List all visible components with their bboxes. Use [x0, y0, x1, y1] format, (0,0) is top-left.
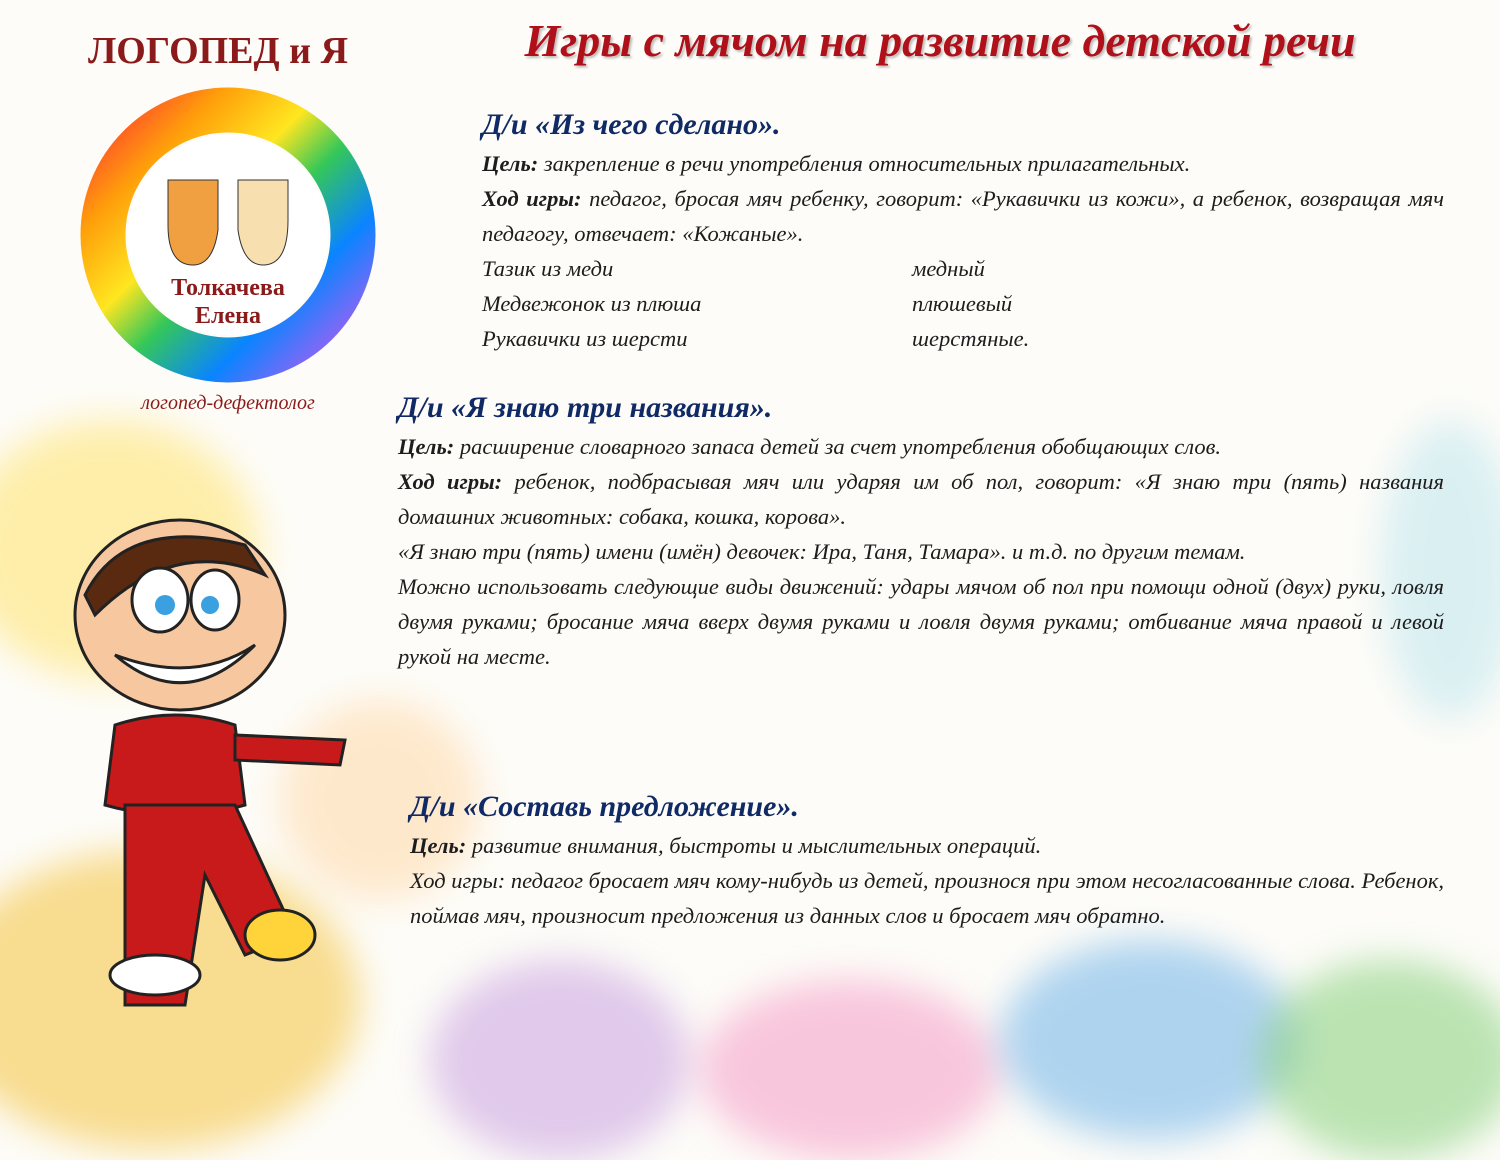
cartoon-girl-illustration: [5, 505, 385, 1025]
section-heading: Д/и «Из чего сделано».: [482, 108, 781, 141]
example-pair: [482, 286, 1444, 321]
section-heading: Д/и «Составь предложение».: [410, 790, 799, 823]
page-title: Игры с мячом на развитие детской речи: [524, 15, 1356, 66]
extra-text: «Я знаю три (пять) имени (имён) девочек: Ира, Таня, Тамара». и т.д. по другим темам.: [398, 539, 1246, 564]
pair-left: Рукавички из шерсти: [482, 326, 688, 351]
course-label: Ход игры:: [482, 186, 582, 211]
game-section-make-sentence: [410, 786, 1444, 933]
logo-name-2: Елена: [195, 303, 261, 329]
pair-right: шерстяные.: [912, 326, 1030, 351]
movements-text: Можно использовать следующие виды движений: удары мячом об пол при помощи одной (двух) руки, ловля двумя руками; бросание мяча вверх двумя руками и ловля двумя руками; отбивание мяча правой и левой рукой на месте.: [398, 574, 1444, 669]
goal-value: расширение словарного запаса детей за счет употребления обобщающих слов.: [454, 434, 1222, 459]
course-value: ребенок, подбрасывая мяч или ударяя им об пол, говорит: «Я знаю три (пять) названия домашних животных: собака, кошка, корова».: [398, 469, 1444, 529]
goal-text: [482, 146, 1444, 181]
logo: [8, 15, 428, 415]
course-text: Ход игры: педагог бросает мяч кому-нибудь из детей, произнося при этом несогласованные слова. Ребенок, поймав мяч, произносит предложения из данных слов и бросает мяч обратно.: [410, 868, 1444, 928]
goal-label: Цель:: [482, 151, 539, 176]
course-value: педагог, бросая мяч ребенку, говорит: «Рукавички из кожи», а ребенок, возвращая мяч педагогу, отвечает: «Кожаные».: [482, 186, 1444, 246]
example-pair: [482, 321, 1444, 356]
pair-right: плюшевый: [912, 291, 1013, 316]
goal-label: Цель:: [410, 833, 467, 858]
section-heading: Д/и «Я знаю три названия».: [398, 391, 773, 424]
pair-left: Тазик из меди: [482, 256, 614, 281]
logo-title: ЛОГОПЕД и Я: [87, 30, 349, 72]
course-label: Ход игры:: [398, 469, 503, 494]
goal-value: развитие внимания, быстроты и мыслительных операций.: [466, 833, 1042, 858]
pair-right: медный: [912, 256, 985, 281]
goal-text: [398, 429, 1444, 464]
goal-text: [410, 828, 1444, 863]
game-section-three-names: [398, 387, 1444, 674]
logo-name-1: Толкачева: [171, 275, 285, 301]
game-section-what-is-it-made-of: [482, 104, 1444, 356]
pair-left: Медвежонок из плюша: [482, 291, 702, 316]
course-text: [398, 464, 1444, 534]
course-text: [482, 181, 1444, 251]
goal-value: закрепление в речи употребления относительных прилагательных.: [538, 151, 1191, 176]
logo-ring-text: логопед-дефектолог: [141, 392, 315, 414]
example-pair: [482, 251, 1444, 286]
goal-label: Цель:: [398, 434, 455, 459]
